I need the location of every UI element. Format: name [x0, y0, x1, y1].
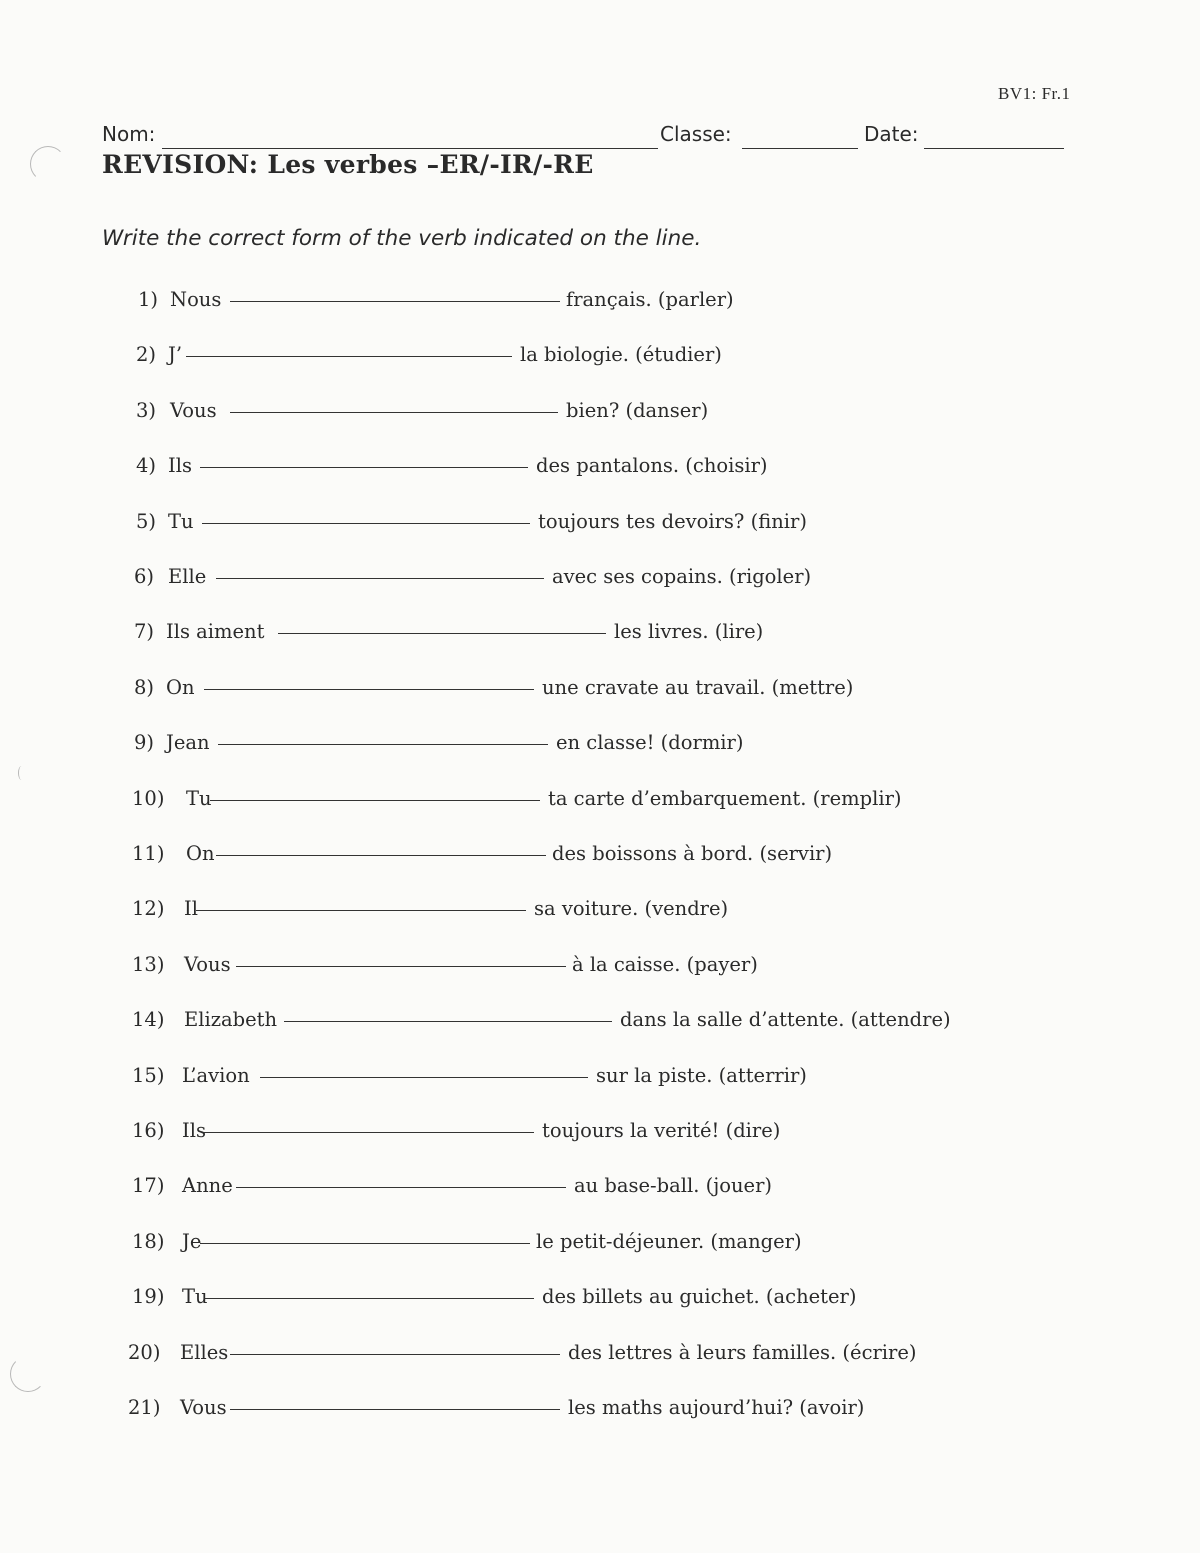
item-number: 3) — [136, 398, 157, 422]
item-subject: Tu — [168, 509, 194, 533]
answer-blank[interactable] — [204, 1298, 534, 1299]
item-prompt: français. (parler) — [566, 288, 734, 311]
document-code: BV1: Fr.1 — [998, 84, 1071, 103]
item-prompt: dans la salle d’attente. (attendre) — [620, 1008, 951, 1032]
item-prompt: le petit-déjeuner. (manger) — [536, 1229, 802, 1253]
item-number: 7) — [134, 620, 155, 644]
exercise-item — [0, 842, 1200, 872]
item-prompt: des boissons à bord. (servir) — [552, 842, 833, 865]
item-number: 5) — [136, 509, 157, 533]
answer-blank[interactable] — [204, 1132, 534, 1133]
exercise-item — [0, 676, 1200, 706]
item-prompt: des lettres à leurs familles. (écrire) — [568, 1340, 917, 1364]
answer-blank[interactable] — [204, 689, 534, 690]
answer-blank[interactable] — [196, 910, 526, 911]
answer-blank[interactable] — [186, 356, 512, 357]
item-number: 15) — [132, 1063, 165, 1087]
item-number: 14) — [132, 1008, 165, 1032]
answer-blank[interactable] — [230, 412, 558, 413]
item-prompt: la biologie. (étudier) — [520, 343, 722, 367]
exercise-item — [0, 1174, 1200, 1204]
name-label: Nom: — [102, 122, 156, 146]
item-subject: Tu — [186, 786, 212, 810]
item-prompt: des billets au guichet. (acheter) — [542, 1285, 857, 1309]
item-subject: On — [166, 675, 195, 699]
item-prompt: au base-ball. (jouer) — [574, 1174, 773, 1198]
item-number: 13) — [132, 952, 165, 976]
item-prompt: les maths aujourd’hui? (avoir) — [568, 1396, 865, 1419]
item-subject: J’ — [168, 343, 183, 367]
item-subject: Ils — [182, 1119, 206, 1142]
exercise-item — [0, 1341, 1200, 1371]
item-prompt: en classe! (dormir) — [556, 731, 744, 755]
item-subject: Elle — [168, 565, 207, 588]
date-label: Date: — [864, 122, 919, 146]
item-number: 16) — [132, 1119, 165, 1142]
item-number: 19) — [132, 1285, 165, 1309]
answer-blank[interactable] — [210, 800, 540, 801]
item-subject: Nous — [170, 288, 222, 311]
answer-blank[interactable] — [200, 467, 528, 468]
instructions: Write the correct form of the verb indicated on the line. — [102, 226, 702, 251]
exercise-item — [0, 1064, 1200, 1094]
exercise-item — [0, 1285, 1200, 1315]
item-subject: Elizabeth — [184, 1008, 278, 1032]
exercise-item — [0, 1230, 1200, 1260]
item-prompt: avec ses copains. (rigoler) — [552, 565, 812, 588]
item-prompt: bien? (danser) — [566, 398, 709, 422]
item-subject: Vous — [184, 952, 231, 976]
item-number: 20) — [128, 1340, 161, 1364]
answer-blank[interactable] — [200, 1243, 530, 1244]
item-subject: Jean — [166, 731, 210, 755]
exercise-item — [0, 731, 1200, 761]
exercise-item — [0, 288, 1200, 318]
item-subject: Vous — [180, 1396, 227, 1419]
item-subject: Ils — [168, 454, 192, 478]
item-number: 12) — [132, 897, 165, 921]
item-subject: On — [186, 842, 215, 865]
exercise-item — [0, 897, 1200, 927]
answer-blank[interactable] — [260, 1077, 588, 1078]
item-number: 2) — [136, 343, 157, 367]
item-subject: Elles — [180, 1340, 229, 1364]
item-prompt: toujours tes devoirs? (finir) — [538, 509, 807, 533]
answer-blank[interactable] — [202, 523, 530, 524]
class-label: Classe: — [660, 122, 732, 146]
item-number: 21) — [128, 1396, 161, 1419]
item-number: 10) — [132, 786, 165, 810]
item-number: 8) — [134, 675, 155, 699]
item-number: 1) — [138, 288, 159, 311]
item-subject: Je — [182, 1229, 202, 1253]
page-title: REVISION: Les verbes –ER/-IR/-RE — [102, 150, 594, 179]
item-prompt: sa voiture. (vendre) — [534, 897, 729, 921]
item-prompt: des pantalons. (choisir) — [536, 454, 768, 478]
answer-blank[interactable] — [284, 1021, 612, 1022]
answer-blank[interactable] — [216, 855, 546, 856]
exercise-item — [0, 953, 1200, 983]
exercise-item — [0, 620, 1200, 650]
item-prompt: une cravate au travail. (mettre) — [542, 675, 854, 699]
item-prompt: sur la piste. (atterrir) — [596, 1063, 807, 1087]
item-number: 6) — [134, 565, 155, 588]
answer-blank[interactable] — [218, 744, 548, 745]
exercise-item — [0, 510, 1200, 540]
item-number: 9) — [134, 731, 155, 755]
answer-blank[interactable] — [230, 1409, 560, 1410]
item-subject: Ils aiment — [166, 620, 265, 644]
answer-blank[interactable] — [236, 1187, 566, 1188]
exercise-item — [0, 343, 1200, 373]
exercise-item — [0, 565, 1200, 595]
answer-blank[interactable] — [230, 1354, 560, 1355]
item-number: 17) — [132, 1174, 165, 1198]
answer-blank[interactable] — [278, 633, 606, 634]
item-prompt: ta carte d’embarquement. (remplir) — [548, 786, 902, 810]
exercise-item — [0, 454, 1200, 484]
item-number: 4) — [136, 454, 157, 478]
item-subject: Il — [184, 897, 198, 921]
item-prompt: toujours la verité! (dire) — [542, 1119, 781, 1142]
item-number: 18) — [132, 1229, 165, 1253]
exercise-item — [0, 399, 1200, 429]
exercise-item — [0, 787, 1200, 817]
answer-blank[interactable] — [236, 966, 566, 967]
item-subject: Anne — [182, 1174, 233, 1198]
item-prompt: à la caisse. (payer) — [572, 952, 758, 976]
exercise-item — [0, 1008, 1200, 1038]
answer-blank[interactable] — [230, 301, 560, 302]
item-subject: Vous — [170, 398, 217, 422]
answer-blank[interactable] — [216, 578, 544, 579]
exercise-item — [0, 1396, 1200, 1426]
item-prompt: les livres. (lire) — [614, 620, 764, 644]
exercise-item — [0, 1119, 1200, 1149]
item-subject: Tu — [182, 1285, 208, 1309]
item-subject: L’avion — [182, 1063, 250, 1087]
item-number: 11) — [132, 842, 165, 865]
